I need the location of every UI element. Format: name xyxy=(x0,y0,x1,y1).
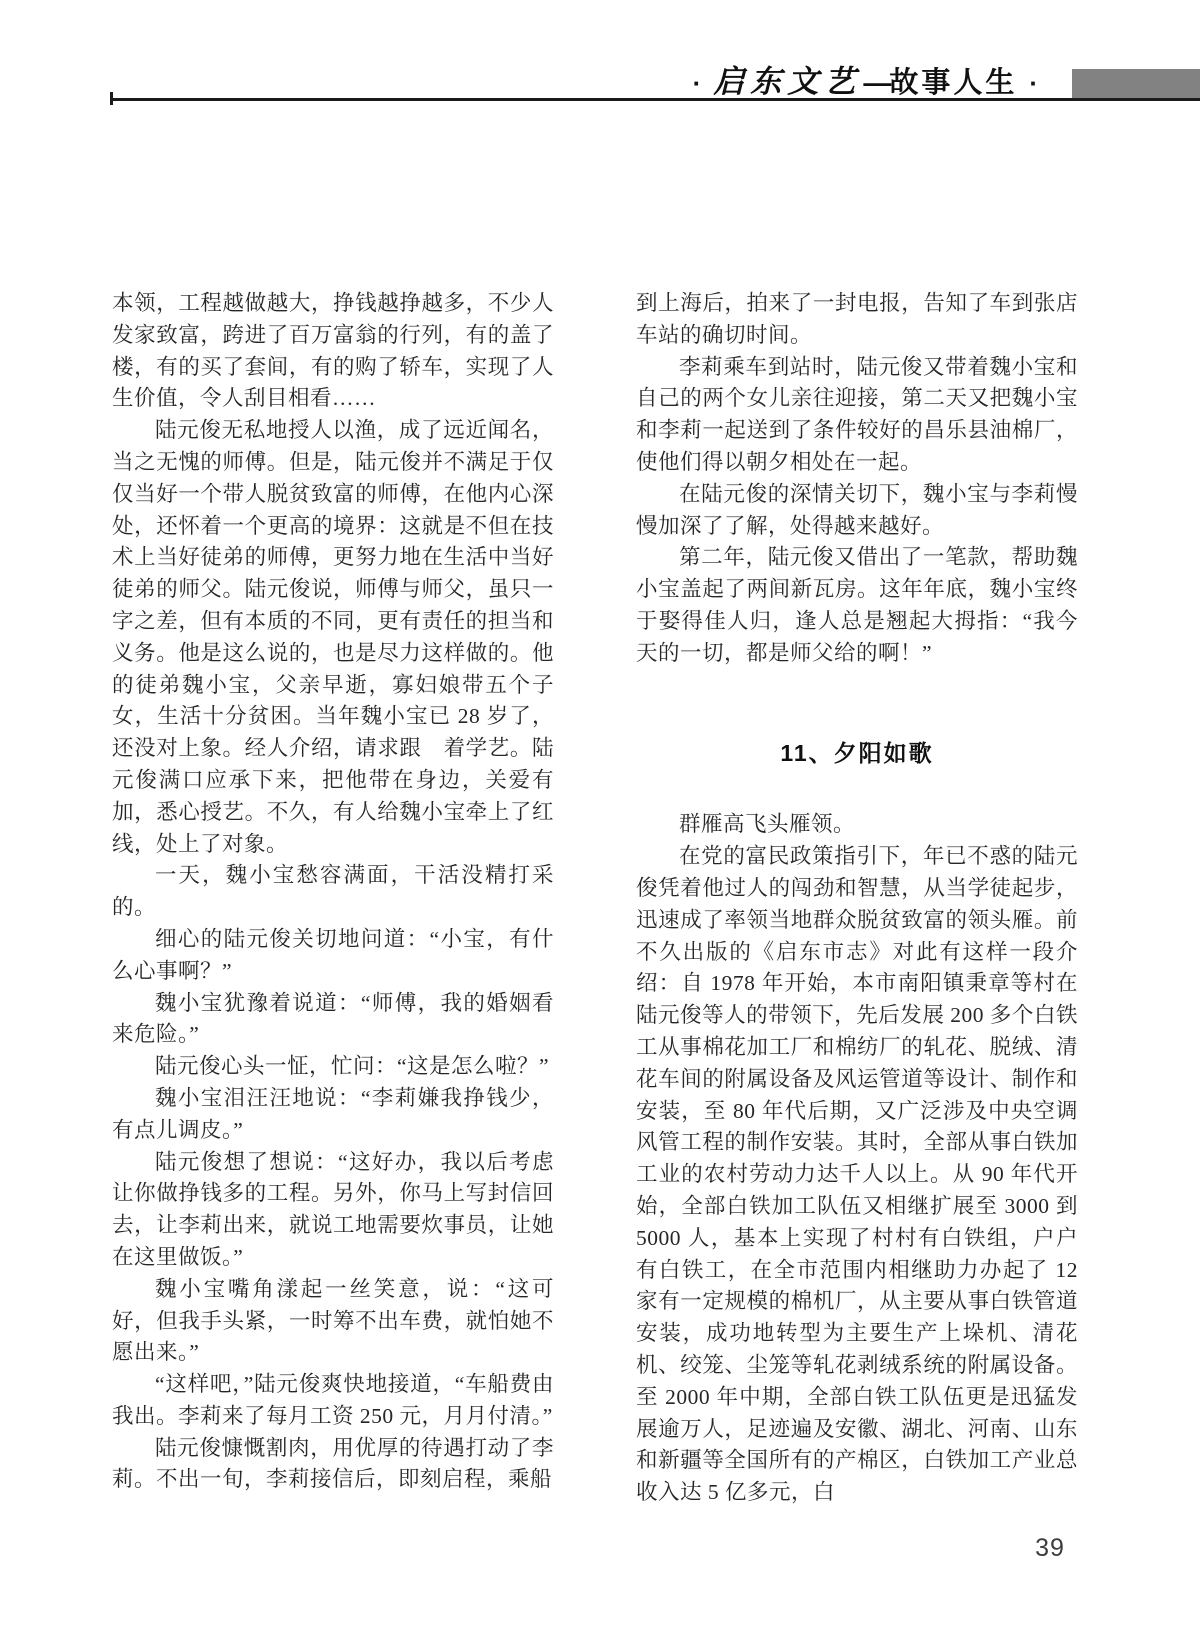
paragraph: 群雁高飞头雁领。 xyxy=(679,812,856,837)
paragraph: 魏小宝犹豫着说道：“师傅，我的婚姻看来危险。” xyxy=(112,990,554,1047)
header-bullet-left: · xyxy=(692,68,702,98)
paragraph: 到上海后，拍来了一封电报，告知了车到张店车站的确切时间。 xyxy=(636,291,1078,347)
left-column xyxy=(112,288,554,1496)
paragraph: “这样吧，”陆元俊爽快地接道，“车船费由我出。李莉来了每月工资 250 元，月月付清。” xyxy=(112,1372,554,1428)
paragraph: 陆元俊无私地授人以渔，成了远近闻名，当之无愧的师傅。但是，陆元俊并不满足于仅仅当好一个带人脱贫致富的师傅，在他内心深处，还怀着一个更高的境界：这就是不但在技术上当好徒弟的师傅，更努力地在生活中当好徒弟的师父。陆元俊说，师傅与师父，虽只一字之差，但有本质的不同，更有责任的担当和义务。他是这么说的，也是尽力这样做的。他的徒弟魏小宝，父亲早逝，寡妇娘带五个子女，生活十分贫困。当年魏小宝已 28 岁了，还没对上象。经人介绍，请求跟 着学艺。陆元俊满口应承下来，把他带在身边，关爱有加，悉心授艺。不久，有人给魏小宝牵上了红线，处上了对象。 xyxy=(112,418,554,856)
paragraph: 魏小宝泪汪汪地说：“李莉嫌我挣钱少，有点儿调皮。” xyxy=(112,1085,554,1142)
paragraph: 陆元俊心头一怔，忙问：“这是怎么啦？” xyxy=(155,1054,550,1079)
paragraph: 本领，工程越做越大，挣钱越挣越多，不少人发家致富，跨进了百万富翁的行列，有的盖了楼，有的买了套间，有的购了轿车，实现了人生价值，令人刮目相看…… xyxy=(112,291,554,411)
paragraph: 魏小宝嘴角漾起一丝笑意，说：“这可好，但我手头紧，一时筹不出车费，就怕她不愿出来。” xyxy=(112,1276,554,1365)
paragraph: 陆元俊慷慨割肉，用优厚的待遇打动了李莉。不出一旬，李莉接信后，即刻启程，乘船 xyxy=(112,1435,554,1492)
paragraph: 陆元俊想了想说：“这好办，我以后考虑让你做挣钱多的工程。另外，你马上写封信回去，让李莉出来，就说工地需要炊事员，让她在这里做饭。” xyxy=(112,1149,554,1269)
paragraph: 李莉乘车到站时，陆元俊又带着魏小宝和自己的两个女儿亲往迎接，第二天又把魏小宝和李莉一起送到了条件较好的昌乐县油棉厂，使他们得以朝夕相处在一起。 xyxy=(636,354,1078,474)
paragraph: 在陆元俊的深情关切下，魏小宝与李莉慢慢加深了了解，处得越来越好。 xyxy=(636,481,1078,538)
page-number: 39 xyxy=(1035,1534,1065,1562)
header-bullet-right: · xyxy=(1029,68,1038,98)
magazine-name: 启东文艺 xyxy=(713,64,862,99)
header-accent-block xyxy=(1072,69,1200,98)
paragraph: 一天，魏小宝愁容满面，干活没精打采的。 xyxy=(112,863,554,920)
paragraph: 第二年，陆元俊又借出了一笔款，帮助魏小宝盖起了两间新瓦房。这年年底，魏小宝终于娶得佳人归，逢人总是翘起大拇指：“我今天的一切，都是师父给的啊！” xyxy=(636,545,1078,665)
paragraph: 在党的富民政策指引下，年已不惑的陆元俊凭着他过人的闯劲和智慧，从当学徒起步，迅速成了率领当地群众脱贫致富的领头雁。前不久出版的《启东市志》对此有这样一段介绍：自 1978 年开始，本市南阳镇秉章等村在陆元俊等人的带领下，先后发展 200 多个白铁工从事棉花加工厂和棉纺厂的轧花、脱绒、清花车间的附属设备及风运管道等设计、制作和安装，至 80 年代后期，又广泛涉及中央空调风管工程的制作安装。其时，全部从事白铁加工业的农村劳动力达千人以上。从 90 年代开始，全部白铁加工队伍又相继扩展至 3000 到 5000 人，基本上实现了村村有白铁组，户户有白铁工，在全市范围内相继助力办起了 12 家有一定规模的棉机厂，从主要从事白铁管道安装，成功地转型为主要生产上垛机、清花机、绞笼、尘笼等轧花剥绒系统的附属设备。至 2000 年中期，全部白铁工队伍更是迅猛发展逾万人，足迹遍及安徽、湖北、河南、山东和新疆等全国所有的产棉区，白铁加工产业总收入达 5 亿多元，白 xyxy=(636,844,1078,1505)
header-dash: — xyxy=(863,67,892,98)
header-title xyxy=(681,56,1050,101)
section-name: 故事人生 xyxy=(889,67,1018,99)
section-heading: 11、夕阳如歌 xyxy=(780,739,934,766)
paragraph: 细心的陆元俊关切地问道：“小宝，有什么心事啊？” xyxy=(112,926,554,983)
right-column xyxy=(636,288,1078,1509)
